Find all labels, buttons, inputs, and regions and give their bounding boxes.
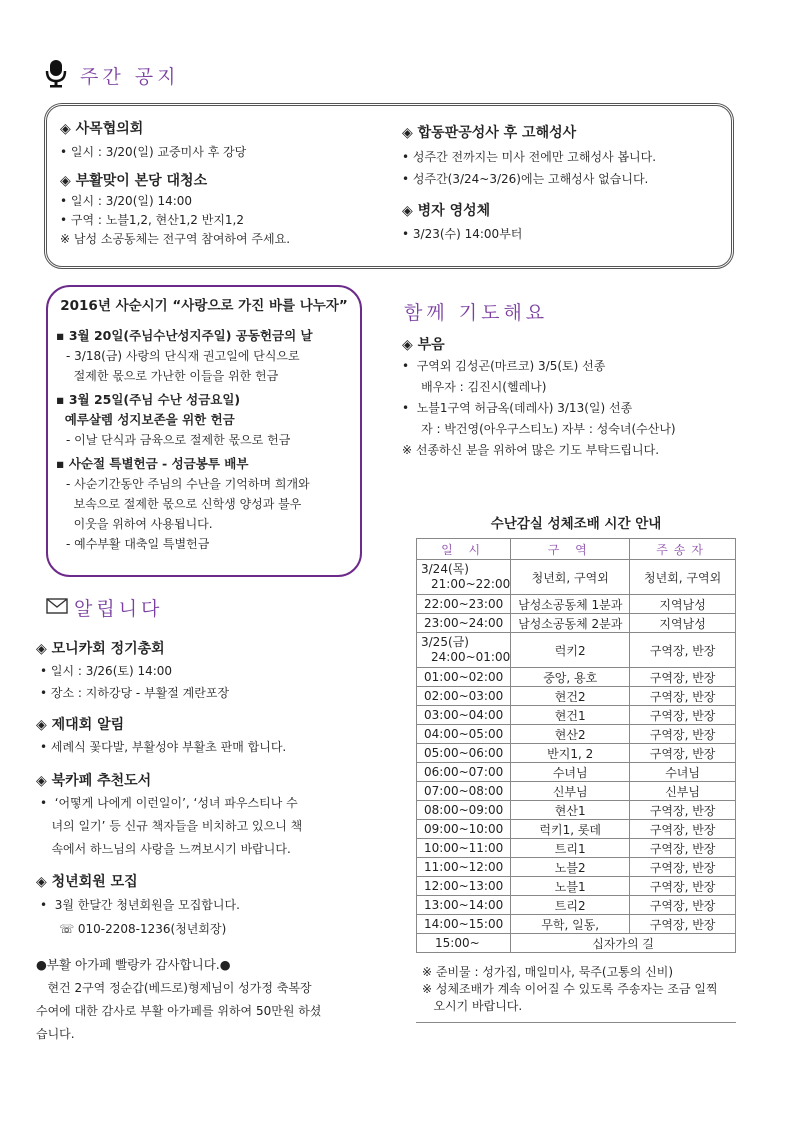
prayer-line: ※ 선종하신 분을 위하여 많은 기도 부탁드립니다. <box>402 443 660 457</box>
lent-content <box>56 326 356 554</box>
cell-leader: 구역장, 반장 <box>630 858 736 877</box>
notice-right <box>402 122 722 244</box>
cell-time: 10:00~11:00 <box>417 839 511 858</box>
table-row <box>417 934 736 953</box>
cell-merged: 십자가의 길 <box>511 934 736 953</box>
cell-time: 03:00~04:00 <box>417 706 511 725</box>
section-heading: ◈ 병자 영성체 <box>402 203 491 219</box>
table-row <box>417 560 736 595</box>
cell-area: 현산1 <box>511 801 630 820</box>
cell-leader: 구역장, 반장 <box>630 706 736 725</box>
cell-time: 23:00~24:00 <box>417 614 511 633</box>
prayer-title: 함께 기도해요 <box>404 302 549 324</box>
lent-line: 절제한 몫으로 가난한 이들을 위한 헌금 <box>66 369 279 383</box>
table-row <box>417 763 736 782</box>
section-heading: ◈ 사목협의회 <box>60 121 144 137</box>
lent-line: - 이날 단식과 금육으로 절제한 몫으로 헌금 <box>66 433 291 447</box>
lent-line: - 예수부활 대축일 특별헌금 <box>66 537 210 551</box>
announce-line: • 3월 한달간 청년회원을 모집합니다. <box>40 898 240 912</box>
schedule-title: 수난감실 성체조배 시간 안내 <box>490 516 662 532</box>
prayer-line: • 노블1구역 허금옥(데레사) 3/13(일) 선종 <box>402 401 633 415</box>
cell-area: 노블2 <box>511 858 630 877</box>
header-time: 일 시 <box>417 539 511 560</box>
bullet-text: • 일시 : 3/20(일) 교중미사 후 강당 <box>60 145 247 159</box>
schedule-note: ※ 준비물 : 성가집, 매일미사, 묵주(고통의 신비) <box>422 965 674 979</box>
announce-line: • ‘어떻게 나에게 이런일이’, ‘성녀 파우스티나 수 <box>40 796 298 810</box>
cell-leader: 구역장, 반장 <box>630 687 736 706</box>
bullet-text: • 일시 : 3/20(일) 14:00 <box>60 194 193 208</box>
cell-time: 05:00~06:00 <box>417 744 511 763</box>
cell-time: 11:00~12:00 <box>417 858 511 877</box>
cell-leader: 구역장, 반장 <box>630 633 736 668</box>
cell-leader: 구역장, 반장 <box>630 820 736 839</box>
notice-left <box>60 118 390 249</box>
section-heading: ◈ 북카페 추천도서 <box>36 773 152 789</box>
bullet-text: • 구역 : 노블1,2, 현산1,2 반지1,2 <box>60 213 244 227</box>
cell-leader: 청년회, 구역외 <box>630 560 736 595</box>
section-heading: ◈ 부활맞이 본당 대청소 <box>60 173 208 189</box>
table-row <box>417 820 736 839</box>
cell-date: 3/25(금) <box>421 635 469 649</box>
bullet-text: • 성주간 전까지는 미사 전에만 고해성사 봅니다. <box>402 150 657 164</box>
cell-time: 14:00~15:00 <box>417 915 511 934</box>
schedule-note: ※ 성체조배가 계속 이어질 수 있도록 주송자는 조금 일찍 <box>422 982 718 996</box>
cell-time: 06:00~07:00 <box>417 763 511 782</box>
schedule-table <box>416 538 736 953</box>
schedule-note: 오시기 바랍니다. <box>422 999 523 1013</box>
cell-area: 남성소공동체 2분과 <box>511 614 630 633</box>
cell-leader: 구역장, 반장 <box>630 725 736 744</box>
cell-leader: 구역장, 반장 <box>630 744 736 763</box>
cell-hours: 21:00~22:00 <box>431 577 511 591</box>
cell-time: 12:00~13:00 <box>417 877 511 896</box>
cell-time: 09:00~10:00 <box>417 820 511 839</box>
cell-area: 남성소공동체 1분과 <box>511 595 630 614</box>
table-row <box>417 668 736 687</box>
cell-leader: 구역장, 반장 <box>630 801 736 820</box>
cell-time: 02:00~03:00 <box>417 687 511 706</box>
lent-heading: ▪ 사순절 특별헌금 - 성금봉투 배부 <box>56 456 249 471</box>
section-heading: ◈ 제대회 알림 <box>36 717 125 733</box>
cell-leader: 구역장, 반장 <box>630 896 736 915</box>
cell-time: 15:00~ <box>417 934 511 953</box>
lent-heading: 예루살렘 성지보존을 위한 헌금 <box>56 412 235 427</box>
announce-line: • 세례식 꽃다발, 부활성야 부활초 판매 합니다. <box>40 740 287 754</box>
section-heading: ◈ 청년회원 모집 <box>36 874 138 890</box>
cell-time: 13:00~14:00 <box>417 896 511 915</box>
cell-area: 중앙, 용호 <box>511 668 630 687</box>
header-area: 구 역 <box>511 539 630 560</box>
cell-area: 현산2 <box>511 725 630 744</box>
cell-time <box>417 633 511 668</box>
section-heading: ◈ 부음 <box>402 337 445 353</box>
lent-heading: ▪ 3월 20일(주님수난성지주일) 공동헌금의 날 <box>56 328 313 343</box>
cell-time <box>417 560 511 595</box>
table-row <box>417 839 736 858</box>
cell-time: 04:00~05:00 <box>417 725 511 744</box>
cell-area: 반지1, 2 <box>511 744 630 763</box>
microphone-icon <box>44 58 68 88</box>
lent-line: 이웃을 위하여 사용됩니다. <box>66 517 213 531</box>
section-heading: ◈ 모니카회 정기총회 <box>36 641 165 657</box>
table-row <box>417 725 736 744</box>
schedule-notes <box>422 964 742 1015</box>
table-row <box>417 858 736 877</box>
cell-leader: 지역남성 <box>630 595 736 614</box>
cell-time: 22:00~23:00 <box>417 595 511 614</box>
table-row <box>417 595 736 614</box>
announce-title: 알립니다 <box>74 598 164 620</box>
thanks-line: 습니다. <box>36 1027 75 1041</box>
cell-area: 트리1 <box>511 839 630 858</box>
table-row <box>417 782 736 801</box>
prayer-content <box>402 334 742 461</box>
table-header-row <box>417 539 736 560</box>
cell-area: 무학, 일동, <box>511 915 630 934</box>
cell-area: 현건2 <box>511 687 630 706</box>
cell-area: 신부님 <box>511 782 630 801</box>
cell-hours: 24:00~01:00 <box>431 650 511 664</box>
cell-area: 현건1 <box>511 706 630 725</box>
lent-line: - 3/18(금) 사랑의 단식재 권고일에 단식으로 <box>66 349 300 363</box>
prayer-line: 자 : 박건영(아우구스티노) 자부 : 성숙녀(수산나) <box>402 422 676 436</box>
announce-line: • 일시 : 3/26(토) 14:00 <box>40 664 173 678</box>
note-text: ※ 남성 소공동체는 전구역 참여하여 주세요. <box>60 232 291 246</box>
lent-title: 2016년 사순시기 “사랑으로 가진 바를 나누자” <box>60 298 348 314</box>
header-leader: 주송자 <box>630 539 736 560</box>
cell-leader: 수녀님 <box>630 763 736 782</box>
cell-leader: 구역장, 반장 <box>630 915 736 934</box>
cell-time: 01:00~02:00 <box>417 668 511 687</box>
table-row <box>417 915 736 934</box>
announce-line: • 장소 : 지하강당 - 부활절 계란포장 <box>40 686 230 700</box>
cell-area: 트리2 <box>511 896 630 915</box>
table-row <box>417 614 736 633</box>
envelope-icon <box>46 598 68 614</box>
thanks-title: ●부활 아가페 빨랑카 감사합니다.● <box>36 957 231 972</box>
cell-area: 럭키2 <box>511 633 630 668</box>
cell-area: 수녀님 <box>511 763 630 782</box>
announce-line: ☏ 010-2208-1236(청년회장) <box>40 922 227 936</box>
announce-line: 녀의 일기’ 등 신규 책자들을 비치하고 있으니 책 <box>40 819 303 833</box>
cell-area: 노블1 <box>511 877 630 896</box>
announce-line: 속에서 하느님의 사랑을 느껴보시기 바랍니다. <box>40 842 291 856</box>
cell-time: 07:00~08:00 <box>417 782 511 801</box>
cell-area: 럭키1, 롯데 <box>511 820 630 839</box>
table-row <box>417 801 736 820</box>
table-row <box>417 706 736 725</box>
bullet-text: • 3/23(수) 14:00부터 <box>402 227 523 241</box>
cell-date: 3/24(목) <box>421 562 469 576</box>
prayer-line: 배우자 : 김진시(헬레나) <box>402 380 547 394</box>
table-row <box>417 877 736 896</box>
thanks-line: 현건 2구역 정순갑(베드로)형제님이 성가정 축복장 <box>36 981 312 995</box>
divider <box>416 1022 736 1023</box>
table-row <box>417 687 736 706</box>
cell-leader: 구역장, 반장 <box>630 877 736 896</box>
cell-time: 08:00~09:00 <box>417 801 511 820</box>
table-row <box>417 896 736 915</box>
cell-leader: 신부님 <box>630 782 736 801</box>
lent-heading: ▪ 3월 25일(주님 수난 성금요일) <box>56 392 241 407</box>
bullet-text: • 성주간(3/24~3/26)에는 고해성사 없습니다. <box>402 172 649 186</box>
cell-leader: 구역장, 반장 <box>630 668 736 687</box>
section-heading: ◈ 합동판공성사 후 고해성사 <box>402 125 577 141</box>
cell-leader: 지역남성 <box>630 614 736 633</box>
page-title: 주간 공지 <box>80 66 180 88</box>
lent-line: - 사순기간동안 주님의 수난을 기억하며 희개와 <box>66 477 310 491</box>
lent-line: 보속으로 절제한 몫으로 신학생 양성과 불우 <box>66 497 302 511</box>
announce-content <box>36 638 376 1046</box>
thanks-line: 수여에 대한 감사로 부활 아가페를 위하여 50만원 하셨 <box>36 1004 322 1018</box>
cell-area: 청년회, 구역외 <box>511 560 630 595</box>
table-row <box>417 633 736 668</box>
prayer-line: • 구역외 김성곤(마르코) 3/5(토) 선종 <box>402 359 606 373</box>
cell-leader: 구역장, 반장 <box>630 839 736 858</box>
table-row <box>417 744 736 763</box>
